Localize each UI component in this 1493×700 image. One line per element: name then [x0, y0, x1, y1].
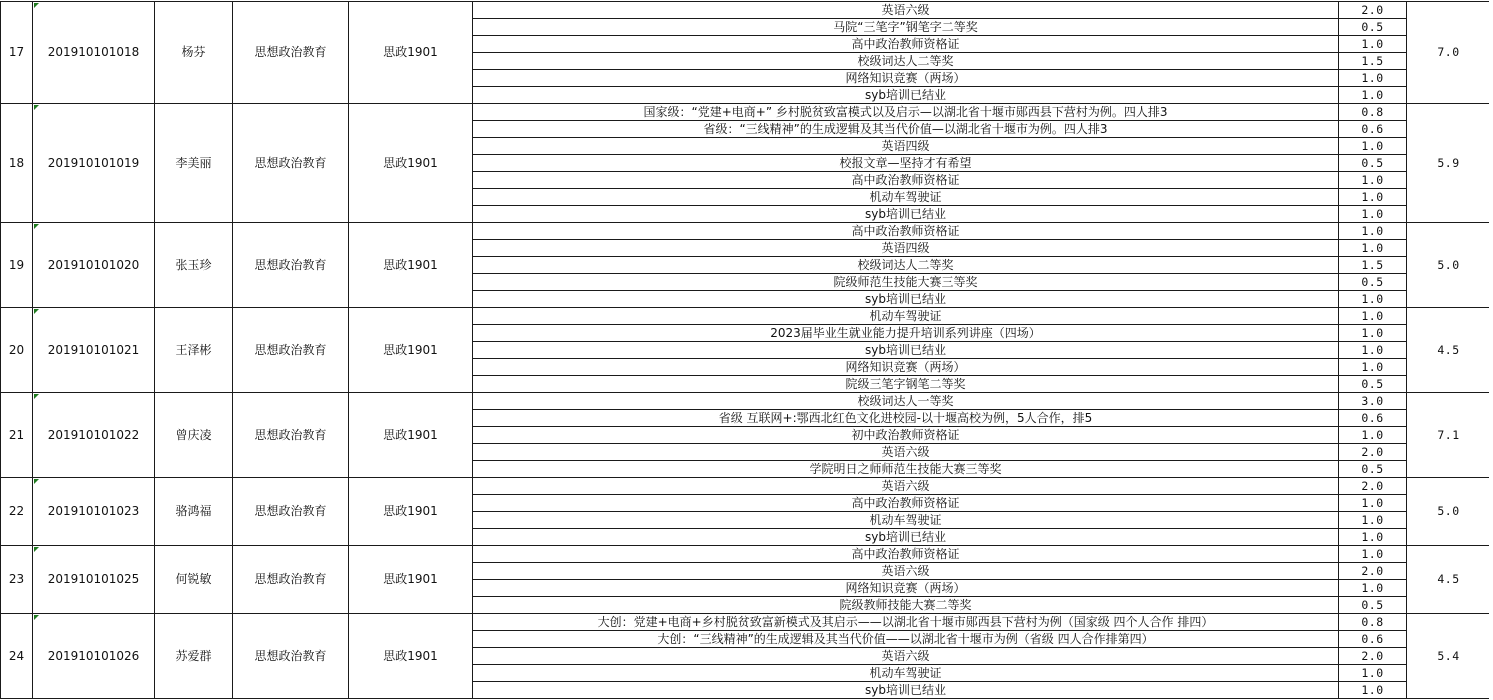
- row-number-cell[interactable]: 24: [1, 614, 33, 699]
- award-item-cell[interactable]: 校级词达人二等奖: [473, 53, 1339, 70]
- class-cell[interactable]: 思政1901: [349, 393, 473, 478]
- award-item-cell[interactable]: 院级教师技能大赛二等奖: [473, 597, 1339, 614]
- item-score-cell[interactable]: 0.8: [1339, 614, 1407, 631]
- row-number-cell[interactable]: 22: [1, 478, 33, 546]
- item-score-cell[interactable]: 0.8: [1339, 104, 1407, 121]
- item-score-cell[interactable]: 0.5: [1339, 19, 1407, 36]
- award-item-cell[interactable]: 英语六级: [473, 444, 1339, 461]
- award-item-cell[interactable]: 高中政治教师资格证: [473, 36, 1339, 53]
- award-item-cell[interactable]: 大创：“三线精神”的生成逻辑及其当代价值——以湖北省十堰市为例（省级 四人合作排第四）: [473, 631, 1339, 648]
- award-item-cell[interactable]: 学院明日之师师范生技能大赛三等奖: [473, 461, 1339, 478]
- award-item-cell[interactable]: 2023届毕业生就业能力提升培训系列讲座（四场）: [473, 325, 1339, 342]
- award-item-cell[interactable]: 校报文章—坚持才有希望: [473, 155, 1339, 172]
- item-score-cell[interactable]: 1.0: [1339, 36, 1407, 53]
- item-score-cell[interactable]: 1.0: [1339, 529, 1407, 546]
- cell-indicator-icon: [34, 615, 39, 620]
- award-item-cell[interactable]: 高中政治教师资格证: [473, 495, 1339, 512]
- item-score-cell[interactable]: 1.0: [1339, 70, 1407, 87]
- cell-indicator-icon: [34, 105, 39, 110]
- row-number-cell[interactable]: 21: [1, 393, 33, 478]
- award-item-cell[interactable]: 英语四级: [473, 240, 1339, 257]
- student-name-cell[interactable]: 苏爱群: [155, 614, 233, 699]
- cell-indicator-icon: [34, 479, 39, 484]
- student-score-table: [0, 1, 1491, 699]
- student-id-cell[interactable]: 201910101020: [33, 223, 155, 308]
- item-score-cell[interactable]: 1.0: [1339, 359, 1407, 376]
- award-item-cell[interactable]: syb培训已结业: [473, 529, 1339, 546]
- cell-indicator-icon: [34, 224, 39, 229]
- award-item-cell[interactable]: 网络知识竞赛（两场）: [473, 580, 1339, 597]
- total-score-cell[interactable]: 5.0: [1407, 478, 1491, 546]
- award-item-cell[interactable]: 大创：党建+电商+乡村脱贫致富新模式及其启示——以湖北省十堰市郧西县下营村为例（国家级 四个人合作 排四）: [473, 614, 1339, 631]
- class-cell[interactable]: 思政1901: [349, 546, 473, 614]
- award-item-cell[interactable]: 校级词达人二等奖: [473, 257, 1339, 274]
- student-id-cell[interactable]: 201910101021: [33, 308, 155, 393]
- cell-indicator-icon: [34, 394, 39, 399]
- table-row: [1, 223, 1491, 240]
- total-score-cell[interactable]: 5.0: [1407, 223, 1491, 308]
- item-score-cell[interactable]: 3.0: [1339, 393, 1407, 410]
- item-score-cell[interactable]: 1.0: [1339, 512, 1407, 529]
- item-score-cell[interactable]: 0.5: [1339, 155, 1407, 172]
- award-item-cell[interactable]: syb培训已结业: [473, 682, 1339, 699]
- student-id-cell[interactable]: 201910101019: [33, 104, 155, 223]
- table-row: [1, 393, 1491, 410]
- item-score-cell[interactable]: 0.5: [1339, 597, 1407, 614]
- item-score-cell[interactable]: 0.6: [1339, 631, 1407, 648]
- class-cell[interactable]: 思政1901: [349, 104, 473, 223]
- student-id-cell[interactable]: 201910101018: [33, 2, 155, 104]
- award-item-cell[interactable]: 院级三笔字钢笔二等奖: [473, 376, 1339, 393]
- student-id-cell[interactable]: 201910101025: [33, 546, 155, 614]
- table-row: [1, 478, 1491, 495]
- award-item-cell[interactable]: 院级师范生技能大赛三等奖: [473, 274, 1339, 291]
- item-score-cell[interactable]: 2.0: [1339, 2, 1407, 19]
- item-score-cell[interactable]: 1.0: [1339, 580, 1407, 597]
- total-score-cell[interactable]: 4.5: [1407, 308, 1491, 393]
- major-cell[interactable]: 思想政治教育: [233, 104, 349, 223]
- row-number-cell[interactable]: 19: [1, 223, 33, 308]
- item-score-cell[interactable]: 1.0: [1339, 682, 1407, 699]
- total-score-cell[interactable]: 5.9: [1407, 104, 1491, 223]
- award-item-cell[interactable]: 高中政治教师资格证: [473, 223, 1339, 240]
- award-item-cell[interactable]: syb培训已结业: [473, 87, 1339, 104]
- student-name-cell[interactable]: 杨芬: [155, 2, 233, 104]
- award-item-cell[interactable]: 英语四级: [473, 138, 1339, 155]
- item-score-cell[interactable]: 1.0: [1339, 291, 1407, 308]
- total-score-cell[interactable]: 5.4: [1407, 614, 1491, 699]
- item-score-cell[interactable]: 1.0: [1339, 495, 1407, 512]
- student-name-cell[interactable]: 何锐敏: [155, 546, 233, 614]
- award-item-cell[interactable]: syb培训已结业: [473, 342, 1339, 359]
- award-item-cell[interactable]: 机动车驾驶证: [473, 512, 1339, 529]
- item-score-cell[interactable]: 1.0: [1339, 206, 1407, 223]
- total-score-cell[interactable]: 4.5: [1407, 546, 1491, 614]
- item-score-cell[interactable]: 1.0: [1339, 189, 1407, 206]
- item-score-cell[interactable]: 0.6: [1339, 121, 1407, 138]
- table-row: [1, 614, 1491, 631]
- award-item-cell[interactable]: 英语六级: [473, 2, 1339, 19]
- row-number-cell[interactable]: 20: [1, 308, 33, 393]
- award-item-cell[interactable]: 英语六级: [473, 648, 1339, 665]
- item-score-cell[interactable]: 1.0: [1339, 240, 1407, 257]
- award-item-cell[interactable]: syb培训已结业: [473, 206, 1339, 223]
- major-cell[interactable]: 思想政治教育: [233, 614, 349, 699]
- item-score-cell[interactable]: 1.0: [1339, 308, 1407, 325]
- item-score-cell[interactable]: 2.0: [1339, 444, 1407, 461]
- award-item-cell[interactable]: 机动车驾驶证: [473, 665, 1339, 682]
- item-score-cell[interactable]: 0.5: [1339, 461, 1407, 478]
- major-cell[interactable]: 思想政治教育: [233, 223, 349, 308]
- class-cell[interactable]: 思政1901: [349, 2, 473, 104]
- row-number-cell[interactable]: 23: [1, 546, 33, 614]
- award-item-cell[interactable]: 高中政治教师资格证: [473, 546, 1339, 563]
- award-item-cell[interactable]: 英语六级: [473, 563, 1339, 580]
- cell-indicator-icon: [34, 309, 39, 314]
- class-cell[interactable]: 思政1901: [349, 308, 473, 393]
- award-item-cell[interactable]: 初中政治教师资格证: [473, 427, 1339, 444]
- item-score-cell[interactable]: 1.0: [1339, 138, 1407, 155]
- student-name-cell[interactable]: 骆鸿福: [155, 478, 233, 546]
- total-score-cell[interactable]: 7.1: [1407, 393, 1491, 478]
- cell-indicator-icon: [34, 3, 39, 8]
- item-score-cell[interactable]: 2.0: [1339, 563, 1407, 580]
- award-item-cell[interactable]: 机动车驾驶证: [473, 308, 1339, 325]
- award-item-cell[interactable]: 网络知识竞赛（两场）: [473, 70, 1339, 87]
- cell-indicator-icon: [34, 547, 39, 552]
- class-cell[interactable]: 思政1901: [349, 478, 473, 546]
- item-score-cell[interactable]: 1.0: [1339, 342, 1407, 359]
- sheet-edge: [1489, 0, 1493, 700]
- major-cell[interactable]: 思想政治教育: [233, 478, 349, 546]
- row-number-cell[interactable]: 17: [1, 2, 33, 104]
- item-score-cell[interactable]: 0.6: [1339, 410, 1407, 427]
- item-score-cell[interactable]: 0.5: [1339, 376, 1407, 393]
- student-name-cell[interactable]: 张玉珍: [155, 223, 233, 308]
- total-score-cell[interactable]: 7.0: [1407, 2, 1491, 104]
- major-cell[interactable]: 思想政治教育: [233, 393, 349, 478]
- major-cell[interactable]: 思想政治教育: [233, 2, 349, 104]
- item-score-cell[interactable]: 1.5: [1339, 53, 1407, 70]
- table-row: [1, 308, 1491, 325]
- item-score-cell[interactable]: 2.0: [1339, 648, 1407, 665]
- award-item-cell[interactable]: syb培训已结业: [473, 291, 1339, 308]
- item-score-cell[interactable]: 1.0: [1339, 87, 1407, 104]
- row-number-cell[interactable]: 18: [1, 104, 33, 223]
- item-score-cell[interactable]: 1.0: [1339, 172, 1407, 189]
- item-score-cell[interactable]: 1.0: [1339, 325, 1407, 342]
- award-item-cell[interactable]: 马院“三笔字”钢笔字二等奖: [473, 19, 1339, 36]
- item-score-cell[interactable]: 1.5: [1339, 257, 1407, 274]
- class-cell[interactable]: 思政1901: [349, 614, 473, 699]
- table-row: [1, 2, 1491, 19]
- award-item-cell[interactable]: 国家级：“党建+电商+” 乡村脱贫致富模式以及启示—以湖北省十堰市郧西县下营村为例。四人排3: [473, 104, 1339, 121]
- award-item-cell[interactable]: 省级 互联网+:鄂西北红色文化进校园-以十堰高校为例，5人合作，排5: [473, 410, 1339, 427]
- item-score-cell[interactable]: 0.5: [1339, 274, 1407, 291]
- student-name-cell[interactable]: 李美丽: [155, 104, 233, 223]
- award-item-cell[interactable]: 网络知识竞赛（两场）: [473, 359, 1339, 376]
- table-row: [1, 104, 1491, 121]
- student-id-cell[interactable]: 201910101022: [33, 393, 155, 478]
- student-id-cell[interactable]: 201910101026: [33, 614, 155, 699]
- student-name-cell[interactable]: 曾庆凌: [155, 393, 233, 478]
- class-cell[interactable]: 思政1901: [349, 223, 473, 308]
- item-score-cell[interactable]: 1.0: [1339, 665, 1407, 682]
- award-item-cell[interactable]: 省级：“三线精神”的生成逻辑及其当代价值—以湖北省十堰市为例。四人排3: [473, 121, 1339, 138]
- award-item-cell[interactable]: 校级词达人一等奖: [473, 393, 1339, 410]
- item-score-cell[interactable]: 2.0: [1339, 478, 1407, 495]
- student-id-cell[interactable]: 201910101023: [33, 478, 155, 546]
- award-item-cell[interactable]: 英语六级: [473, 478, 1339, 495]
- item-score-cell[interactable]: 1.0: [1339, 427, 1407, 444]
- major-cell[interactable]: 思想政治教育: [233, 546, 349, 614]
- award-item-cell[interactable]: 高中政治教师资格证: [473, 172, 1339, 189]
- award-item-cell[interactable]: 机动车驾驶证: [473, 189, 1339, 206]
- major-cell[interactable]: 思想政治教育: [233, 308, 349, 393]
- table-row: [1, 546, 1491, 563]
- item-score-cell[interactable]: 1.0: [1339, 223, 1407, 240]
- student-name-cell[interactable]: 王泽彬: [155, 308, 233, 393]
- item-score-cell[interactable]: 1.0: [1339, 546, 1407, 563]
